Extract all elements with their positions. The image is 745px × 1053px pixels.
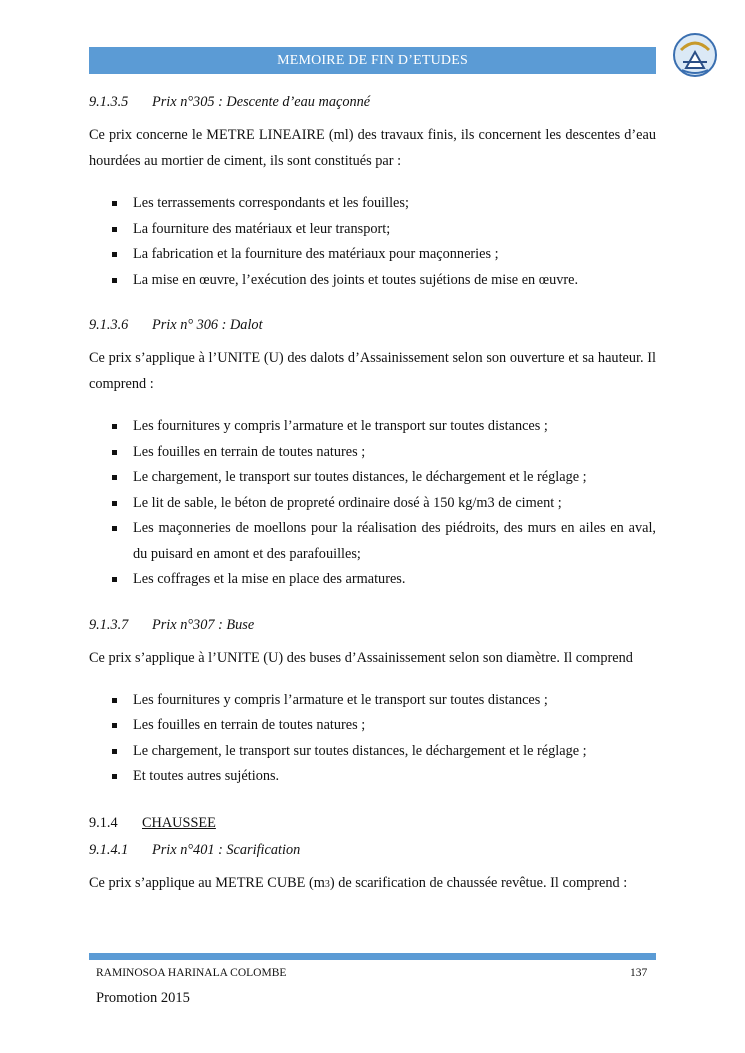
list-item: Les terrassements correspondants et les fouilles;	[89, 191, 656, 217]
page-number: 137	[630, 967, 648, 979]
header-title: MEMOIRE DE FIN D’ETUDES	[277, 53, 468, 68]
section-heading-9-1-3-6	[89, 313, 656, 337]
section-number: 9.1.4.1	[89, 841, 129, 858]
bullet-list	[89, 414, 656, 593]
section-number: 9.1.3.6	[89, 317, 129, 333]
section-title: Prix n°307 : Buse	[152, 616, 255, 633]
header-banner	[89, 47, 656, 74]
section-intro: Ce prix s’applique à l’UNITE (U) des dalots d’Assainissement selon son ouverture et sa hauteur. Il comprend :	[89, 350, 656, 392]
unit-subscript: 3	[324, 878, 330, 890]
list-item: Le chargement, le transport sur toutes distances, le déchargement et le réglage ;	[89, 739, 656, 765]
school-logo	[672, 32, 718, 78]
bullet-list	[89, 688, 656, 790]
section-title: Prix n° 306 : Dalot	[152, 317, 263, 333]
list-item: Les fournitures y compris l’armature et le transport sur toutes distances ;	[89, 688, 656, 714]
intro-text: ) de scarification de chaussée revêtue. Il comprend :	[329, 874, 628, 891]
section-number: 9.1.4	[89, 814, 118, 831]
list-item: Les fournitures y compris l’armature et le transport sur toutes distances ;	[89, 414, 656, 440]
section-title: Prix n°305 : Descente d’eau maçonné	[152, 94, 371, 110]
section-intro	[89, 870, 656, 898]
section-intro: Ce prix s’applique à l’UNITE (U) des buses d’Assainissement selon son diamètre. Il comprend	[89, 649, 633, 666]
footer-author: RAMINOSOA HARINALA COLOMBE	[96, 967, 287, 979]
section-title: Prix n°401 : Scarification	[152, 841, 301, 858]
section-heading-9-1-4-1	[89, 838, 656, 862]
list-item: Et toutes autres sujétions.	[89, 764, 656, 790]
section-heading-9-1-4	[89, 810, 656, 836]
list-item: La mise en œuvre, l’exécution des joints et toutes sujétions de mise en œuvre.	[89, 268, 656, 294]
list-item: Les fouilles en terrain de toutes natures ;	[89, 713, 656, 739]
section-number: 9.1.3.7	[89, 616, 129, 633]
intro-text: Ce prix s’applique au METRE CUBE (m	[89, 874, 325, 891]
list-item: Les coffrages et la mise en place des armatures.	[89, 567, 656, 593]
list-item: Le chargement, le transport sur toutes distances, le déchargement et le réglage ;	[89, 465, 656, 491]
footer-rule	[89, 953, 656, 960]
section-title: CHAUSSEE	[142, 814, 216, 831]
section-heading-9-1-3-7	[89, 613, 656, 637]
main-content	[89, 90, 656, 898]
list-item: La fourniture des matériaux et leur transport;	[89, 217, 656, 243]
footer-promotion: Promotion 2015	[96, 990, 190, 1006]
list-item: Les maçonneries de moellons pour la réalisation des piédroits, des murs en ailes en aval, du puisard en amont et des parafouilles;	[89, 516, 656, 567]
section-intro: Ce prix concerne le METRE LINEAIRE (ml) des travaux finis, ils concernent les descentes d’eau hourdées au mortier de ciment, ils sont constitués par :	[89, 127, 656, 169]
list-item: Le lit de sable, le béton de propreté ordinaire dosé à 150 kg/m3 de ciment ;	[89, 491, 656, 517]
bullet-list	[89, 191, 656, 293]
list-item: La fabrication et la fourniture des matériaux pour maçonneries ;	[89, 242, 656, 268]
list-item: Les fouilles en terrain de toutes natures ;	[89, 440, 656, 466]
section-heading-9-1-3-5	[89, 90, 656, 114]
section-number: 9.1.3.5	[89, 94, 129, 110]
